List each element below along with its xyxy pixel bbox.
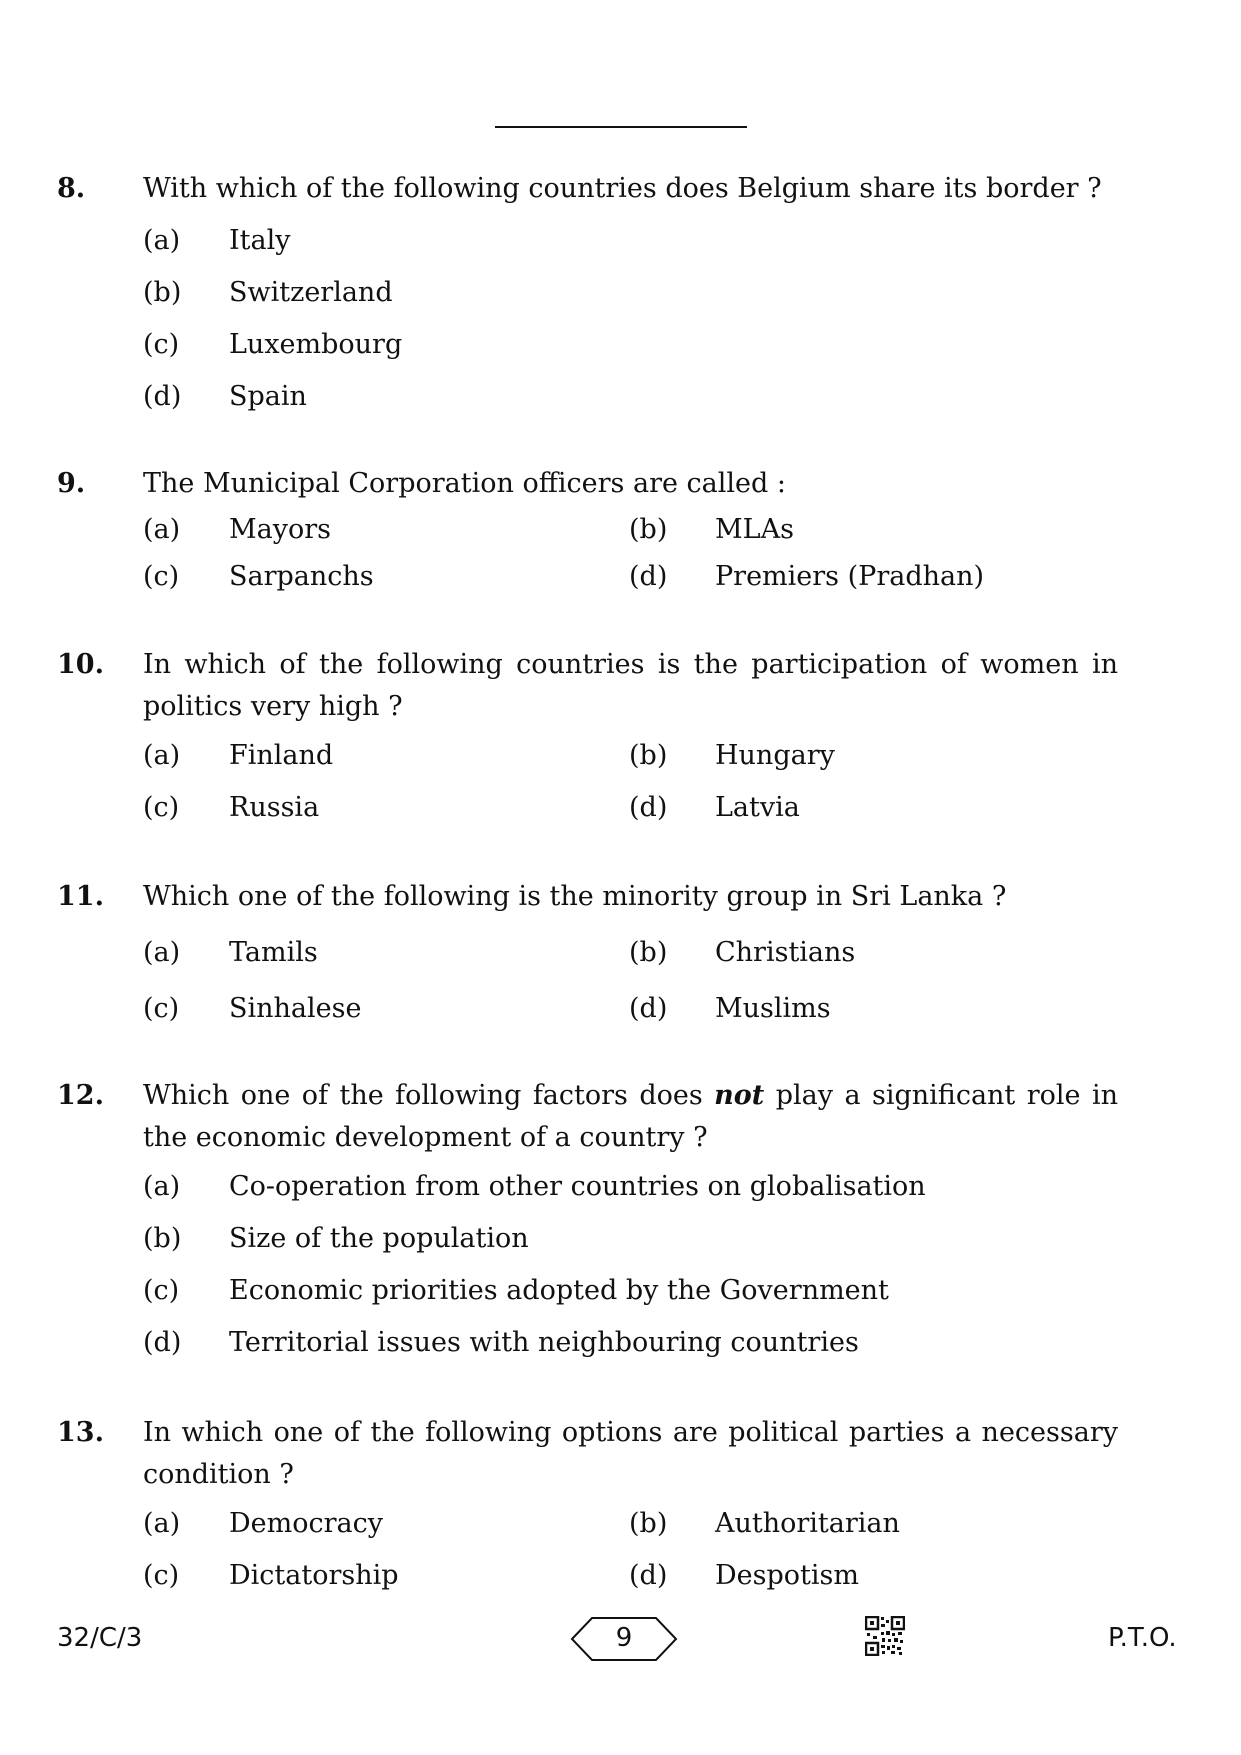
question-number: 9. (57, 468, 86, 499)
question-text-part: Which one of the following factors does (143, 1080, 715, 1111)
option-letter: (d) (143, 381, 182, 412)
option-letter: (b) (629, 514, 668, 545)
option-letter: (b) (143, 277, 182, 308)
option-text: Premiers (Pradhan) (715, 561, 985, 592)
option-text: Territorial issues with neighbouring countries (229, 1327, 859, 1358)
option-text: Italy (229, 225, 291, 256)
question-number: 8. (57, 173, 86, 204)
option-letter: (d) (629, 993, 668, 1024)
please-turn-over: P.T.O. (1108, 1623, 1177, 1653)
question-number: 10. (57, 649, 104, 680)
qr-code-icon (865, 1616, 905, 1656)
option-text: Sarpanchs (229, 561, 374, 592)
option-letter: (c) (143, 792, 180, 823)
option-text: Tamils (229, 937, 318, 968)
option-text: Size of the population (229, 1223, 529, 1254)
option-text: Mayors (229, 514, 332, 545)
option-text: Democracy (229, 1508, 383, 1539)
question-text: The Municipal Corporation officers are called : (143, 468, 786, 499)
page-number: 9 (615, 1623, 633, 1653)
option-letter: (d) (629, 561, 668, 592)
option-text: Economic priorities adopted by the Government (229, 1275, 889, 1306)
option-letter: (a) (143, 225, 181, 256)
question-number: 13. (57, 1417, 104, 1448)
question-text: In which one of the following options are political parties a necessary condition ? (143, 1417, 1118, 1490)
option-letter: (a) (143, 937, 181, 968)
option-text: Switzerland (229, 277, 393, 308)
option-letter: (a) (143, 1171, 181, 1202)
option-text: Despotism (715, 1560, 859, 1591)
option-text: Muslims (715, 993, 831, 1024)
question-number: 11. (57, 881, 104, 912)
option-letter: (a) (143, 740, 181, 771)
option-letter: (c) (143, 993, 180, 1024)
question-text: With which of the following countries does Belgium share its border ? (143, 173, 1102, 204)
question-text-emphasis: not (714, 1080, 765, 1111)
question-number: 12. (57, 1080, 104, 1111)
option-letter: (b) (629, 740, 668, 771)
option-text: Latvia (715, 792, 800, 823)
option-letter: (c) (143, 329, 180, 360)
option-letter: (d) (629, 1560, 668, 1591)
option-text: Co-operation from other countries on globalisation (229, 1171, 926, 1202)
page-number-badge (570, 1615, 678, 1663)
option-letter: (b) (629, 937, 668, 968)
option-letter: (c) (143, 1275, 180, 1306)
option-letter: (d) (629, 792, 668, 823)
option-letter: (d) (143, 1327, 182, 1358)
option-text: Luxembourg (229, 329, 403, 360)
option-text: Finland (229, 740, 334, 771)
option-letter: (a) (143, 514, 181, 545)
option-letter: (a) (143, 1508, 181, 1539)
question-text (143, 1075, 1118, 1159)
option-text: Sinhalese (229, 993, 362, 1024)
paper-code: 32/C/3 (57, 1623, 143, 1653)
question-text-part: play a significant role in the economic development of a country ? (143, 1080, 1118, 1153)
option-text: MLAs (715, 514, 794, 545)
option-text: Christians (715, 937, 856, 968)
top-divider (495, 126, 747, 128)
option-letter: (c) (143, 1560, 180, 1591)
option-text: Hungary (715, 740, 835, 771)
option-text: Spain (229, 381, 307, 412)
page-footer (0, 1615, 1241, 1675)
option-letter: (c) (143, 561, 180, 592)
option-text: Authoritarian (715, 1508, 900, 1539)
option-letter: (b) (629, 1508, 668, 1539)
question-text: Which one of the following is the minority group in Sri Lanka ? (143, 881, 1007, 912)
question-text: In which of the following countries is the participation of women in politics very high ? (143, 649, 1118, 722)
option-text: Dictatorship (229, 1560, 399, 1591)
option-text: Russia (229, 792, 320, 823)
option-letter: (b) (143, 1223, 182, 1254)
